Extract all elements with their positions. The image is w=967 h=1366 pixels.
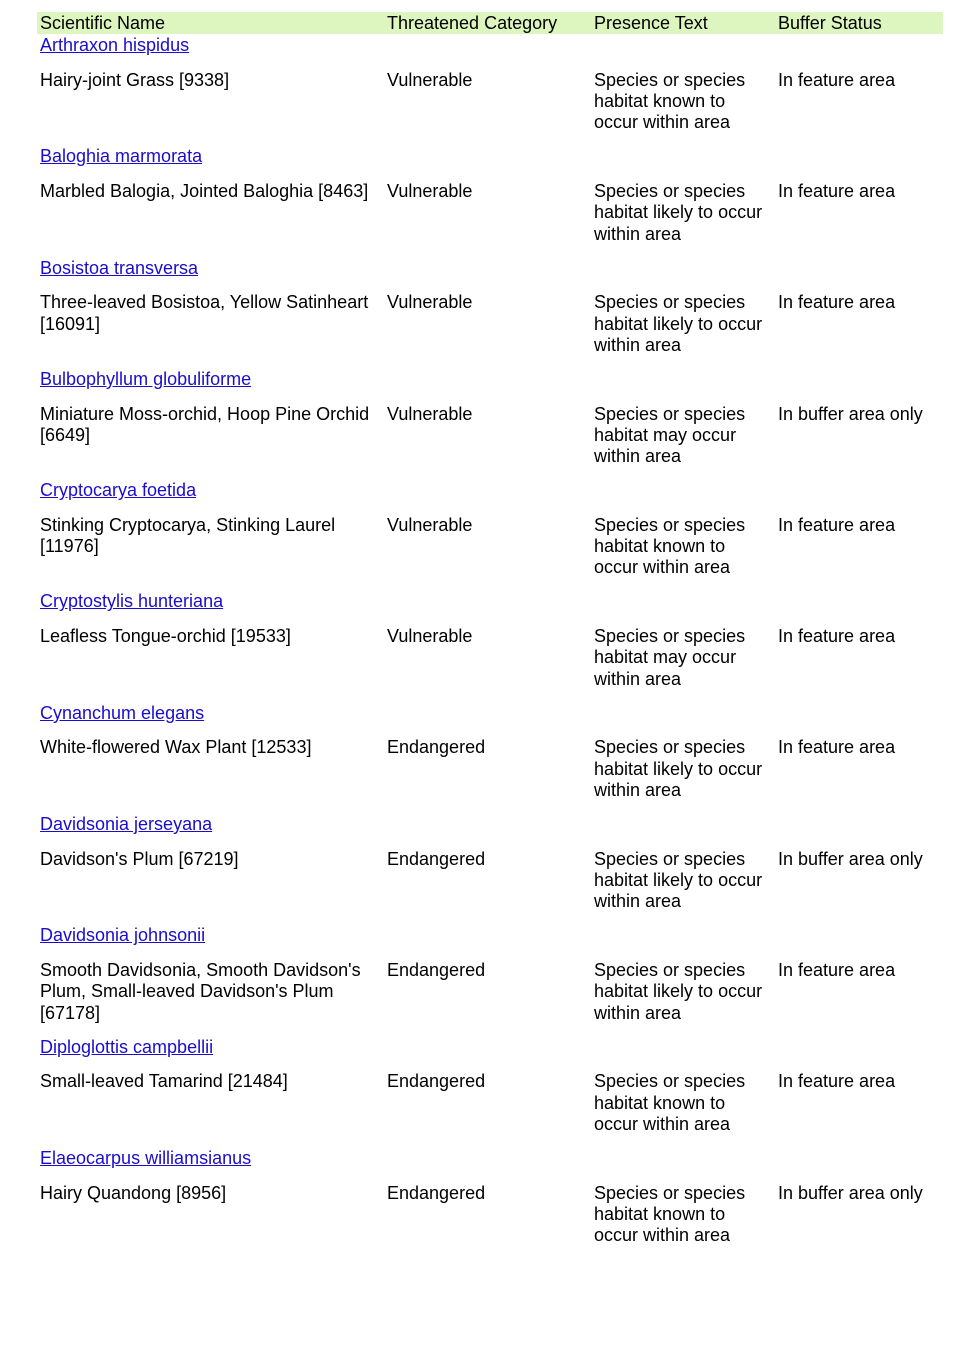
common-name: Davidson's Plum [67219] <box>40 848 239 869</box>
threatened-category: Vulnerable <box>387 292 473 313</box>
common-name: Hairy-joint Grass [9338] <box>40 69 230 90</box>
table-body <box>37 34 943 1258</box>
buffer-status: In feature area <box>778 960 896 981</box>
threatened-category: Endangered <box>387 1071 486 1092</box>
buffer-status: In feature area <box>778 626 896 647</box>
presence-text: Species or species habitat known to occur within area <box>594 1182 746 1246</box>
presence-text: Species or species habitat known to occur within area <box>594 69 746 133</box>
threatened-category: Endangered <box>387 737 486 758</box>
presence-text: Species or species habitat may occur within area <box>594 626 746 689</box>
scientific-name-cell <box>37 145 943 169</box>
common-name: Miniature Moss-orchid, Hoop Pine Orchid [6649] <box>40 403 370 445</box>
presence-text: Species or species habitat known to occur within area <box>594 514 746 578</box>
table-row <box>37 924 943 1035</box>
scientific-name-cell <box>37 924 943 948</box>
scientific-name-link[interactable]: Davidsonia jerseyana <box>40 814 213 835</box>
presence-text: Species or species habitat may occur within area <box>594 403 746 467</box>
table-row <box>37 1036 943 1147</box>
scientific-name-cell <box>37 702 943 726</box>
scientific-name-cell <box>37 590 943 614</box>
scientific-name-cell <box>37 34 943 58</box>
species-table <box>37 12 943 1258</box>
table-row <box>37 590 943 701</box>
presence-text: Species or species habitat likely to occur within area <box>594 292 763 355</box>
common-name: Marbled Balogia, Jointed Baloghia [8463] <box>40 181 369 201</box>
scientific-name-link[interactable]: Elaeocarpus williamsianus <box>40 1147 252 1168</box>
table-row <box>37 702 943 813</box>
scientific-name-link[interactable]: Bosistoa transversa <box>40 257 199 278</box>
common-name: Small-leaved Tamarind [21484] <box>40 1071 288 1092</box>
table-row <box>37 257 943 368</box>
table-row <box>37 368 943 479</box>
buffer-status: In feature area <box>778 181 896 201</box>
threatened-category: Vulnerable <box>387 403 473 424</box>
buffer-status: In buffer area only <box>778 1182 923 1203</box>
scientific-name-link[interactable]: Diploglottis campbellii <box>40 1036 214 1057</box>
scientific-name-link[interactable]: Cynanchum elegans <box>40 702 205 723</box>
scientific-name-cell <box>37 813 943 837</box>
scientific-name-link[interactable]: Davidsonia johnsonii <box>40 925 206 946</box>
buffer-status: In feature area <box>778 292 896 313</box>
threatened-category: Endangered <box>387 960 486 981</box>
presence-text: Species or species habitat likely to occur within area <box>594 848 763 912</box>
common-name: Three-leaved Bosistoa, Yellow Satinheart [16091] <box>40 292 369 334</box>
scientific-name-link[interactable]: Cryptostylis hunteriana <box>40 591 224 612</box>
scientific-name-cell <box>37 1147 943 1171</box>
buffer-status: In buffer area only <box>778 848 923 869</box>
threatened-category: Vulnerable <box>387 181 473 201</box>
common-name: White-flowered Wax Plant [12533] <box>40 737 312 758</box>
threatened-category: Vulnerable <box>387 69 473 90</box>
table-row <box>37 145 943 256</box>
presence-text: Species or species habitat likely to occur within area <box>594 181 763 244</box>
common-name: Smooth Davidsonia, Smooth Davidson's Plum, Small-leaved Davidson's Plum [67178] <box>40 960 361 1023</box>
threatened-category: Endangered <box>387 1182 486 1203</box>
common-name: Stinking Cryptocarya, Stinking Laurel [11976] <box>40 514 336 557</box>
common-name: Leafless Tongue-orchid [19533] <box>40 626 291 647</box>
scientific-name-link[interactable]: Cryptocarya foetida <box>40 480 197 501</box>
scientific-name-link[interactable]: Arthraxon hispidus <box>40 35 190 55</box>
scientific-name-cell <box>37 368 943 392</box>
column-header-scientific-name: Scientific Name <box>40 13 166 33</box>
table-row <box>37 813 943 924</box>
column-header-threatened-category: Threatened Category <box>387 13 558 33</box>
column-header-presence-text: Presence Text <box>594 13 708 33</box>
presence-text: Species or species habitat likely to occur within area <box>594 737 763 801</box>
threatened-category: Endangered <box>387 848 486 869</box>
scientific-name-cell <box>37 257 943 281</box>
buffer-status: In feature area <box>778 69 896 90</box>
common-name: Hairy Quandong [8956] <box>40 1182 227 1203</box>
scientific-name-cell <box>37 1036 943 1060</box>
threatened-category: Vulnerable <box>387 514 473 535</box>
presence-text: Species or species habitat likely to occur within area <box>594 960 763 1023</box>
table-row <box>37 479 943 590</box>
buffer-status: In feature area <box>778 737 896 758</box>
buffer-status: In buffer area only <box>778 403 923 424</box>
table-row <box>37 1147 943 1258</box>
buffer-status: In feature area <box>778 514 896 535</box>
buffer-status: In feature area <box>778 1071 896 1092</box>
table-header <box>37 12 943 34</box>
scientific-name-cell <box>37 479 943 503</box>
table-row <box>37 34 943 145</box>
scientific-name-link[interactable]: Baloghia marmorata <box>40 146 203 167</box>
presence-text: Species or species habitat known to occur within area <box>594 1071 746 1134</box>
column-header-buffer-status: Buffer Status <box>778 13 882 33</box>
threatened-category: Vulnerable <box>387 626 473 647</box>
scientific-name-link[interactable]: Bulbophyllum globuliforme <box>40 368 252 389</box>
